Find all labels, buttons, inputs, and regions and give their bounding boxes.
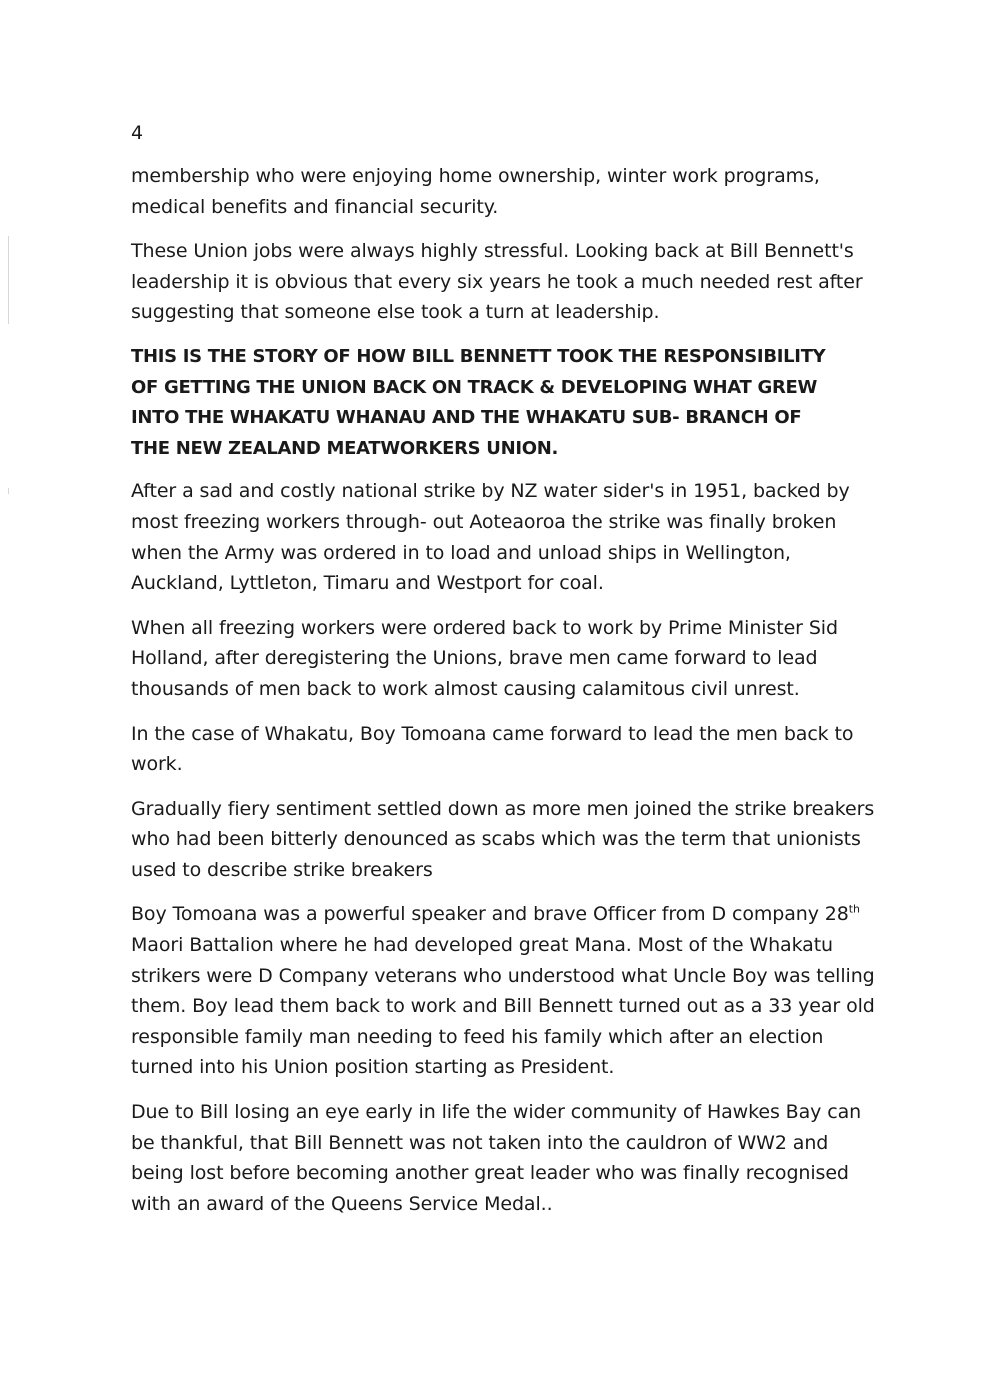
heading-line: INTO THE WHAKATU WHANAU AND THE WHAKATU SUB- BRANCH OF (131, 407, 802, 429)
paragraph-strike-breakers (131, 794, 875, 886)
text-line: most freezing workers through- out Aoteaoroa the strike was finally broken (131, 510, 837, 533)
text-line: After a sad and costly national strike by NZ water sider's in 1951, backed by (131, 480, 850, 503)
paragraph-union-jobs (131, 236, 861, 328)
text-line: suggesting that someone else took a turn at leadership. (131, 301, 660, 324)
scan-margin-mark (8, 236, 9, 324)
text-line: when the Army was ordered in to load and unload ships in Wellington, (131, 541, 791, 564)
text-line: Auckland, Lyttleton, Timaru and Westport for coal. (131, 572, 604, 595)
text-line-main: Boy Tomoana was a powerful speaker and brave Officer from D company 28 (131, 903, 849, 926)
text-line: Maori Battalion where he had developed great Mana. Most of the Whakatu (131, 934, 833, 957)
text-line: be thankful, that Bill Bennett was not taken into the cauldron of WW2 and (131, 1131, 829, 1154)
page-number: 4 (131, 122, 144, 144)
text-line: responsible family man needing to feed his family which after an election (131, 1025, 824, 1048)
paragraph-national-strike (131, 476, 861, 598)
text-line: Due to Bill losing an eye early in life the wider community of Hawkes Bay can (131, 1101, 862, 1124)
text-line: work. (131, 753, 183, 776)
text-line: Gradually fiery sentiment settled down as more men joined the strike breakers (131, 797, 875, 820)
text-line: who had been bitterly denounced as scabs which was the term that unionists (131, 828, 861, 851)
paragraph-queens-service-medal (131, 1097, 861, 1219)
section-heading (131, 342, 861, 464)
scan-margin-mark-small (8, 488, 9, 494)
text-line: being lost before becoming another great leader who was finally recognised (131, 1162, 849, 1185)
paragraph-whakatu (131, 719, 861, 780)
paragraph-back-to-work (131, 613, 861, 705)
text-line: leadership it is obvious that every six years he took a much needed rest after (131, 270, 863, 293)
document-body (131, 161, 875, 1233)
text-line: Holland, after deregistering the Unions, brave men came forward to lead (131, 647, 818, 670)
text-line: membership who were enjoying home ownership, winter work programs, (131, 165, 820, 187)
text-line: turned into his Union position starting as President. (131, 1056, 615, 1079)
text-line: medical benefits and financial security. (131, 195, 499, 218)
heading-line: THIS IS THE STORY OF HOW BILL BENNETT TOOK THE RESPONSIBILITY (131, 345, 826, 367)
heading-line: OF GETTING THE UNION BACK ON TRACK & DEVELOPING WHAT GREW (131, 376, 818, 398)
text-line: used to describe strike breakers (131, 858, 433, 881)
text-line: with an award of the Queens Service Medal.. (131, 1192, 553, 1215)
text-line: These Union jobs were always highly stressful. Looking back at Bill Bennett's (131, 240, 854, 263)
paragraph-boy-tomoana (131, 899, 875, 1083)
text-line: strikers were D Company veterans who understood what Uncle Boy was telling (131, 964, 875, 987)
text-line: In the case of Whakatu, Boy Tomoana came forward to lead the men back to (131, 722, 854, 745)
ordinal-suffix: th (848, 903, 860, 917)
text-line: them. Boy lead them back to work and Bill Bennett turned out as a 33 year old (131, 995, 875, 1018)
heading-line: THE NEW ZEALAND MEATWORKERS UNION. (131, 437, 559, 459)
text-line: thousands of men back to work almost causing calamitous civil unrest. (131, 677, 800, 700)
text-line: When all freezing workers were ordered back to work by Prime Minister Sid (131, 616, 838, 639)
text-line (131, 899, 861, 930)
paragraph-membership (131, 161, 861, 222)
